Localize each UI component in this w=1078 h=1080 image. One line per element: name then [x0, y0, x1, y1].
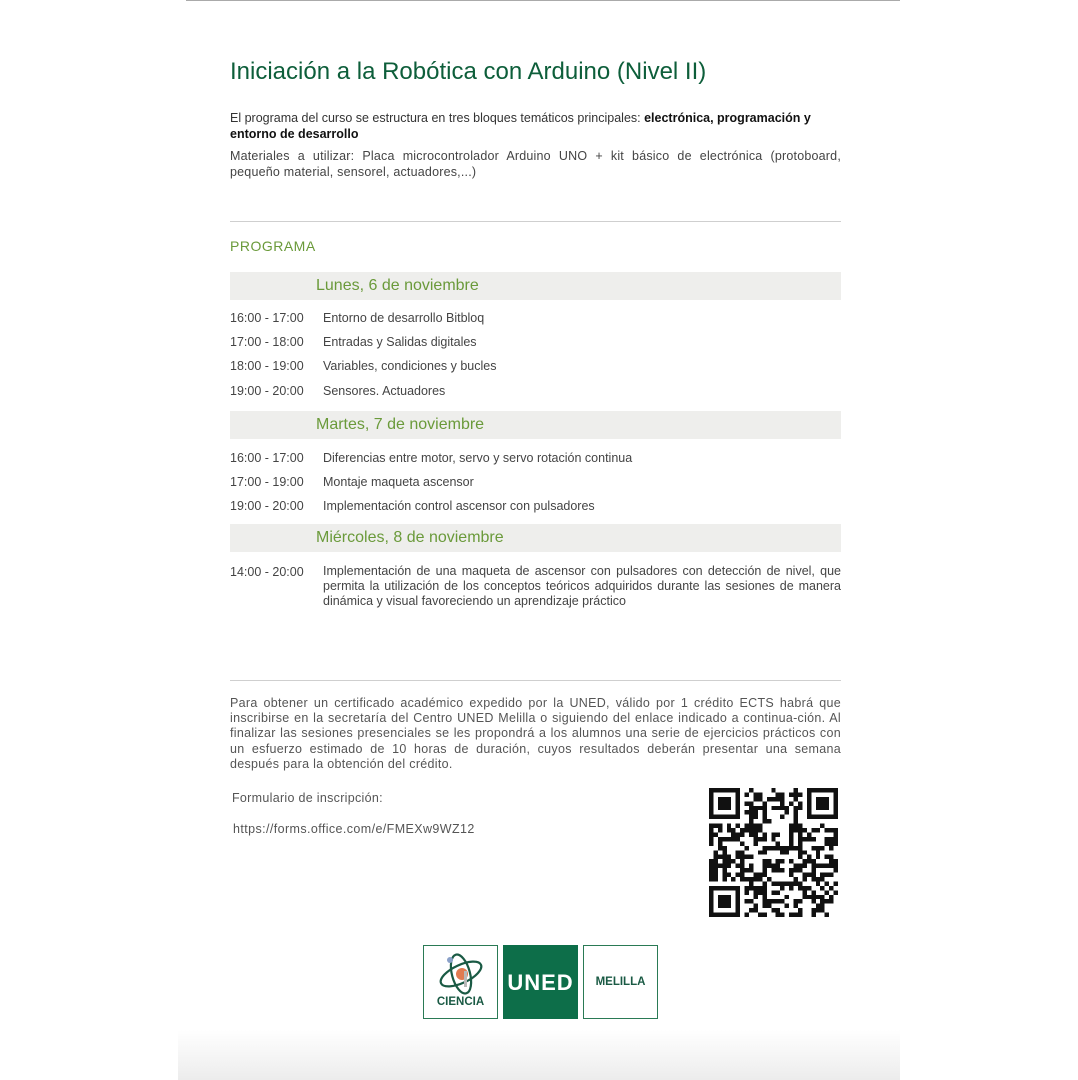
page-top-border — [186, 0, 900, 1]
session-time: 19:00 - 20:00 — [230, 499, 304, 513]
intro-paragraph — [230, 111, 841, 142]
session-time: 18:00 - 19:00 — [230, 359, 304, 373]
session-time: 16:00 - 17:00 — [230, 451, 304, 465]
session-topic: Implementación control ascensor con pulsadores — [323, 499, 595, 513]
session-topic: Implementación de una maqueta de ascensor con pulsadores con detección de nivel, que permita la utilización de los conceptos teóricos adquiridos durante las sesiones de manera dinámica y visual favoreciendo un aprendizaje práctico — [323, 564, 841, 608]
uned-label: UNED — [507, 970, 574, 995]
programa-heading: PROGRAMA — [230, 238, 316, 254]
divider-top — [230, 221, 841, 222]
intro-text: El programa del curso se estructura en tres bloques temáticos principales: — [230, 111, 645, 125]
day-header-lunes — [230, 272, 841, 300]
day-header-martes — [230, 411, 841, 439]
ciencia-label: CIENCIA — [436, 996, 485, 1008]
ciencia-logo — [423, 945, 498, 1019]
intro-bold-text: electrónica, programación y entorno de desarrollo — [230, 111, 811, 141]
session-topic: Entradas y Salidas digitales — [323, 335, 477, 349]
page-bottom-shadow — [178, 1030, 900, 1080]
session-topic: Montaje maqueta ascensor — [323, 475, 474, 489]
session-time: 14:00 - 20:00 — [230, 565, 304, 579]
uned-logo — [503, 945, 578, 1019]
session-time: 16:00 - 17:00 — [230, 311, 304, 325]
day-label: Miércoles, 8 de noviembre — [316, 529, 504, 546]
divider-bottom — [230, 680, 841, 681]
form-label: Formulario de inscripción: — [232, 791, 383, 805]
session-topic: Diferencias entre motor, servo y servo rotación continua — [323, 451, 633, 465]
session-topic: Sensores. Actuadores — [323, 384, 446, 398]
day-header-miercoles — [230, 524, 841, 552]
day-label: Martes, 7 de noviembre — [316, 416, 485, 433]
logo-strip — [423, 945, 658, 1021]
form-url-link[interactable]: https://forms.office.com/e/FMEXw9WZ12 — [233, 822, 475, 836]
materials-paragraph: Materiales a utilizar: Placa microcontrolador Arduino UNO + kit básico de electrónica (protoboard, pequeño material, sensorel, actuadores,...) — [230, 149, 841, 179]
session-time: 17:00 - 18:00 — [230, 335, 304, 349]
page-title: Iniciación a la Robótica con Arduino (Nivel II) — [230, 58, 707, 85]
session-topic: Variables, condiciones y bucles — [323, 359, 497, 373]
certificate-info: Para obtener un certificado académico expedido por la UNED, válido por 1 crédito ECTS habrá que inscribirse en la secretaría del Centro UNED Melilla o siguiendo del enlace indicado a continua-ción. Al finalizar las sesiones presenciales se les propondrá a los alumnos una serie de ejercicios prácticos con un esfuerzo estimado de 10 horas de duración, cuyos resultados deberán presentar una semana después para la obtención del crédito. — [230, 696, 841, 771]
session-time: 19:00 - 20:00 — [230, 384, 304, 398]
session-topic: Entorno de desarrollo Bitbloq — [323, 311, 485, 325]
session-time: 17:00 - 19:00 — [230, 475, 304, 489]
qr-code — [709, 788, 838, 917]
day-label: Lunes, 6 de noviembre — [316, 277, 479, 294]
atom-icon — [424, 946, 497, 996]
melilla-label: MELILLA — [595, 976, 646, 988]
melilla-logo — [583, 945, 658, 1019]
